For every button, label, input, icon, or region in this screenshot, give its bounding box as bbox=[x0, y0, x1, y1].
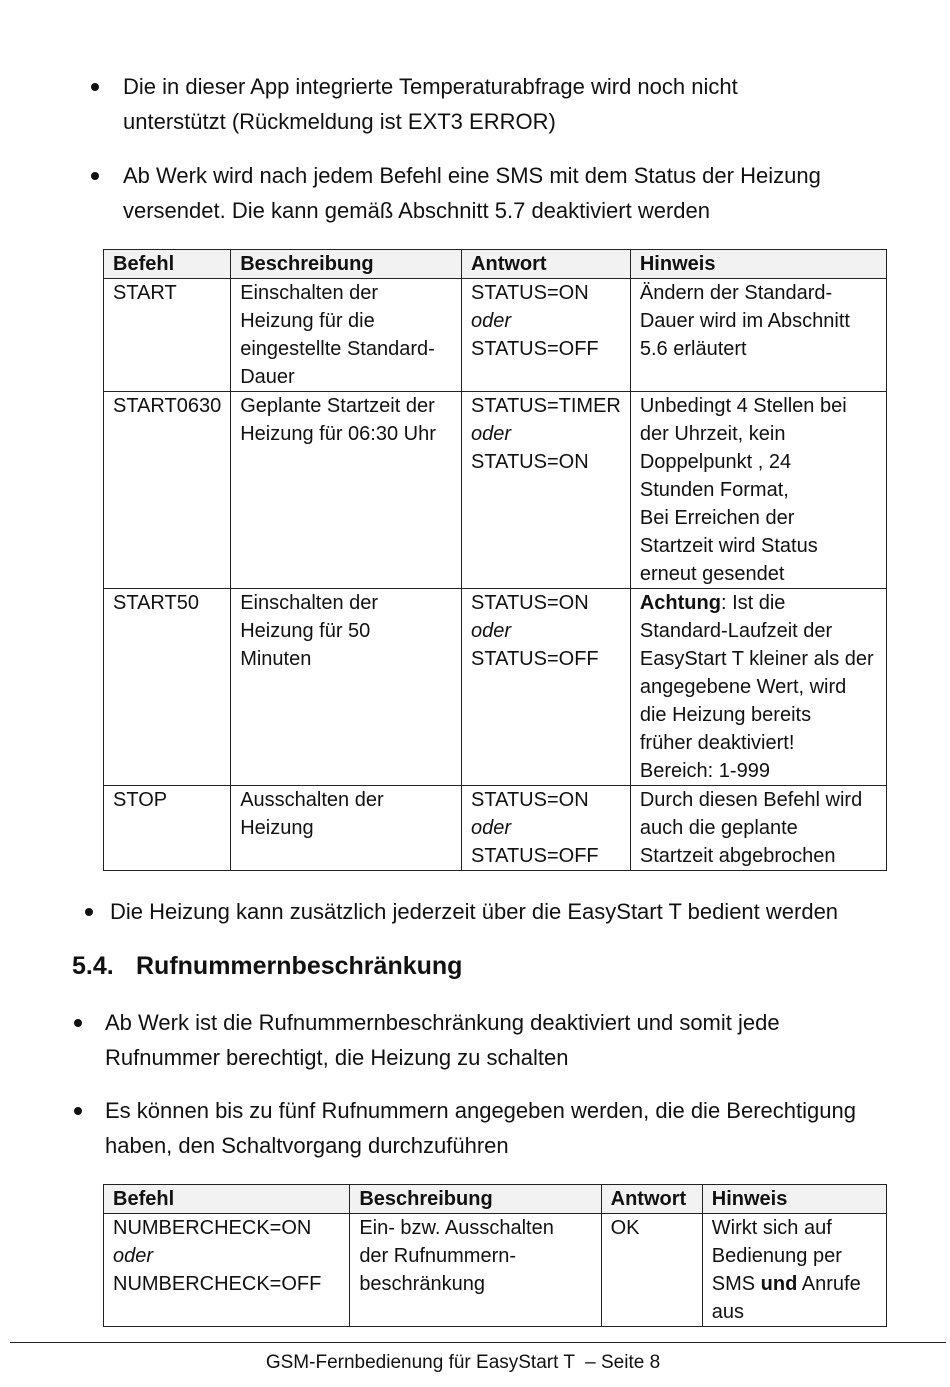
table-row bbox=[104, 279, 887, 392]
cell-line: oder bbox=[471, 310, 512, 332]
cell-line: Ausschalten der bbox=[240, 789, 384, 811]
cell-line: Dauer bbox=[240, 366, 295, 388]
cell-line: oder bbox=[471, 620, 512, 642]
note-cell bbox=[702, 1214, 886, 1327]
cell-line: Heizung bbox=[240, 817, 314, 839]
bullet-item bbox=[0, 69, 950, 139]
command-table bbox=[103, 249, 887, 871]
bullet-item bbox=[0, 894, 950, 929]
column-header: Befehl bbox=[104, 1185, 350, 1214]
bullet-text: Ab Werk wird nach jedem Befehl eine SMS mit dem Status der Heizung bbox=[123, 163, 821, 188]
bullet-item bbox=[0, 1005, 950, 1075]
cell-line: Ein- bzw. Ausschalten bbox=[359, 1217, 554, 1239]
cell-line: STATUS=ON bbox=[471, 789, 589, 811]
footer-divider bbox=[10, 1342, 946, 1343]
cell-line: aus bbox=[711, 1301, 744, 1323]
note-cell bbox=[630, 786, 886, 871]
cell-line bbox=[712, 1270, 877, 1298]
cell-line: STATUS=OFF bbox=[471, 845, 599, 867]
page-footer bbox=[0, 1350, 950, 1376]
command-cell: START bbox=[104, 279, 231, 392]
cell-line: Heizung für die bbox=[240, 310, 375, 332]
note-cell bbox=[630, 392, 886, 589]
column-header: Beschreibung bbox=[231, 250, 462, 279]
cell-line: Unbedingt 4 Stellen bei bbox=[639, 395, 847, 417]
response-cell bbox=[462, 279, 631, 392]
section-heading bbox=[72, 948, 462, 984]
cell-line: Bei Erreichen der bbox=[639, 507, 795, 529]
response-cell bbox=[462, 589, 631, 786]
bullet-text: versendet. Die kann gemäß Abschnitt 5.7 deaktiviert werden bbox=[123, 198, 710, 223]
cell-line: erneut gesendet bbox=[639, 563, 785, 585]
cell-line: STATUS=ON bbox=[471, 451, 589, 473]
column-header: Antwort bbox=[601, 1185, 702, 1214]
cell-line: eingestellte Standard- bbox=[240, 338, 435, 360]
bullet-text: Die Heizung kann zusätzlich jederzeit über die EasyStart T bedient werden bbox=[110, 899, 839, 924]
cell-line: angegebene Wert, wird bbox=[639, 676, 847, 698]
bullet-text: haben, den Schaltvorgang durchzuführen bbox=[105, 1133, 509, 1158]
column-header: Befehl bbox=[104, 250, 231, 279]
cell-line: EasyStart T kleiner als der bbox=[639, 648, 874, 670]
cell-line: STATUS=OFF bbox=[471, 338, 599, 360]
cell-line: oder bbox=[113, 1245, 154, 1267]
description-cell bbox=[231, 589, 462, 786]
cell-line: NUMBERCHECK=ON bbox=[113, 1217, 312, 1239]
section-title: Rufnummernbeschränkung bbox=[136, 952, 463, 980]
cell-line: oder bbox=[471, 423, 512, 445]
cell-line: Ändern der Standard- bbox=[639, 282, 833, 304]
table-row bbox=[104, 392, 887, 589]
cell-text: Anrufe bbox=[797, 1273, 861, 1295]
emphasis-text: und bbox=[760, 1273, 798, 1295]
command-cell: STOP bbox=[104, 786, 231, 871]
cell-text: SMS bbox=[711, 1273, 761, 1295]
section-number: 5.4. bbox=[72, 952, 114, 980]
cell-line: Dauer wird im Abschnitt bbox=[639, 310, 850, 332]
command-cell: START50 bbox=[104, 589, 231, 786]
cell-text: : Ist die bbox=[720, 592, 786, 614]
bullet-item bbox=[0, 158, 950, 228]
cell-line: Einschalten der bbox=[240, 282, 379, 304]
description-cell bbox=[350, 1214, 601, 1327]
cell-line: Heizung für 06:30 Uhr bbox=[240, 423, 436, 445]
numbercheck-table bbox=[103, 1184, 887, 1327]
bullet-text: unterstützt (Rückmeldung ist EXT3 ERROR) bbox=[123, 109, 556, 134]
cell-line: Geplante Startzeit der bbox=[240, 395, 435, 417]
command-cell bbox=[104, 1214, 350, 1327]
bullet-dot bbox=[85, 908, 93, 916]
cell-line: Stunden Format, bbox=[639, 479, 789, 501]
cell-line: oder bbox=[471, 817, 512, 839]
note-cell bbox=[630, 589, 886, 786]
warning-label: Achtung bbox=[639, 592, 721, 614]
cell-line: Wirkt sich auf bbox=[711, 1217, 832, 1239]
response-cell bbox=[462, 786, 631, 871]
cell-line: Bedienung per bbox=[711, 1245, 842, 1267]
cell-line: auch die geplante bbox=[639, 817, 798, 839]
bullet-dot bbox=[74, 1019, 82, 1027]
cell-line: der Uhrzeit, kein bbox=[639, 423, 786, 445]
cell-line: STATUS=ON bbox=[471, 592, 589, 614]
column-header: Beschreibung bbox=[350, 1185, 601, 1214]
column-header: Hinweis bbox=[630, 250, 886, 279]
response-cell bbox=[462, 392, 631, 589]
cell-line: STATUS=TIMER bbox=[471, 395, 621, 417]
table-header-row bbox=[104, 1185, 887, 1214]
cell-line: früher deaktiviert! bbox=[639, 732, 795, 754]
bullet-text: Rufnummer berechtigt, die Heizung zu schalten bbox=[105, 1045, 569, 1070]
cell-line: Standard-Laufzeit der bbox=[639, 620, 833, 642]
cell-line: STATUS=OFF bbox=[471, 648, 599, 670]
cell-line: Startzeit abgebrochen bbox=[639, 845, 836, 867]
command-cell: START0630 bbox=[104, 392, 231, 589]
description-cell bbox=[231, 279, 462, 392]
column-header: Hinweis bbox=[702, 1185, 886, 1214]
table-header-row bbox=[104, 250, 887, 279]
cell-line: Doppelpunkt , 24 bbox=[639, 451, 792, 473]
bullet-dot bbox=[74, 1107, 82, 1115]
cell-line: STATUS=ON bbox=[471, 282, 589, 304]
bullet-item bbox=[0, 1093, 950, 1163]
bullet-dot bbox=[91, 83, 99, 91]
cell-line: die Heizung bereits bbox=[639, 704, 812, 726]
cell-line: Heizung für 50 bbox=[240, 620, 371, 642]
table-row bbox=[104, 589, 887, 786]
bullet-text: Ab Werk ist die Rufnummernbeschränkung deaktiviert und somit jede bbox=[105, 1010, 780, 1035]
bullet-text: Es können bis zu fünf Rufnummern angegeben werden, die die Berechtigung bbox=[105, 1098, 856, 1123]
cell-line: Durch diesen Befehl wird bbox=[639, 789, 863, 811]
description-cell bbox=[231, 392, 462, 589]
cell-line: Einschalten der bbox=[240, 592, 379, 614]
cell-line: Bereich: 1-999 bbox=[639, 760, 770, 782]
cell-line: der Rufnummern- bbox=[359, 1245, 517, 1267]
cell-line: beschränkung bbox=[359, 1273, 485, 1295]
column-header: Antwort bbox=[462, 250, 631, 279]
cell-line: NUMBERCHECK=OFF bbox=[113, 1273, 322, 1295]
table-row bbox=[104, 786, 887, 871]
cell-line: 5.6 erläutert bbox=[639, 338, 747, 360]
cell-line bbox=[640, 589, 877, 617]
table-row bbox=[104, 1214, 887, 1327]
description-cell bbox=[231, 786, 462, 871]
bullet-dot bbox=[91, 172, 99, 180]
footer-text: GSM-Fernbedienung für EasyStart T – Seite 8 bbox=[265, 1352, 661, 1373]
note-cell bbox=[630, 279, 886, 392]
cell-line: Minuten bbox=[240, 648, 312, 670]
response-cell: OK bbox=[601, 1214, 702, 1327]
bullet-text: Die in dieser App integrierte Temperaturabfrage wird noch nicht bbox=[123, 74, 738, 99]
cell-line: Startzeit wird Status bbox=[639, 535, 818, 557]
